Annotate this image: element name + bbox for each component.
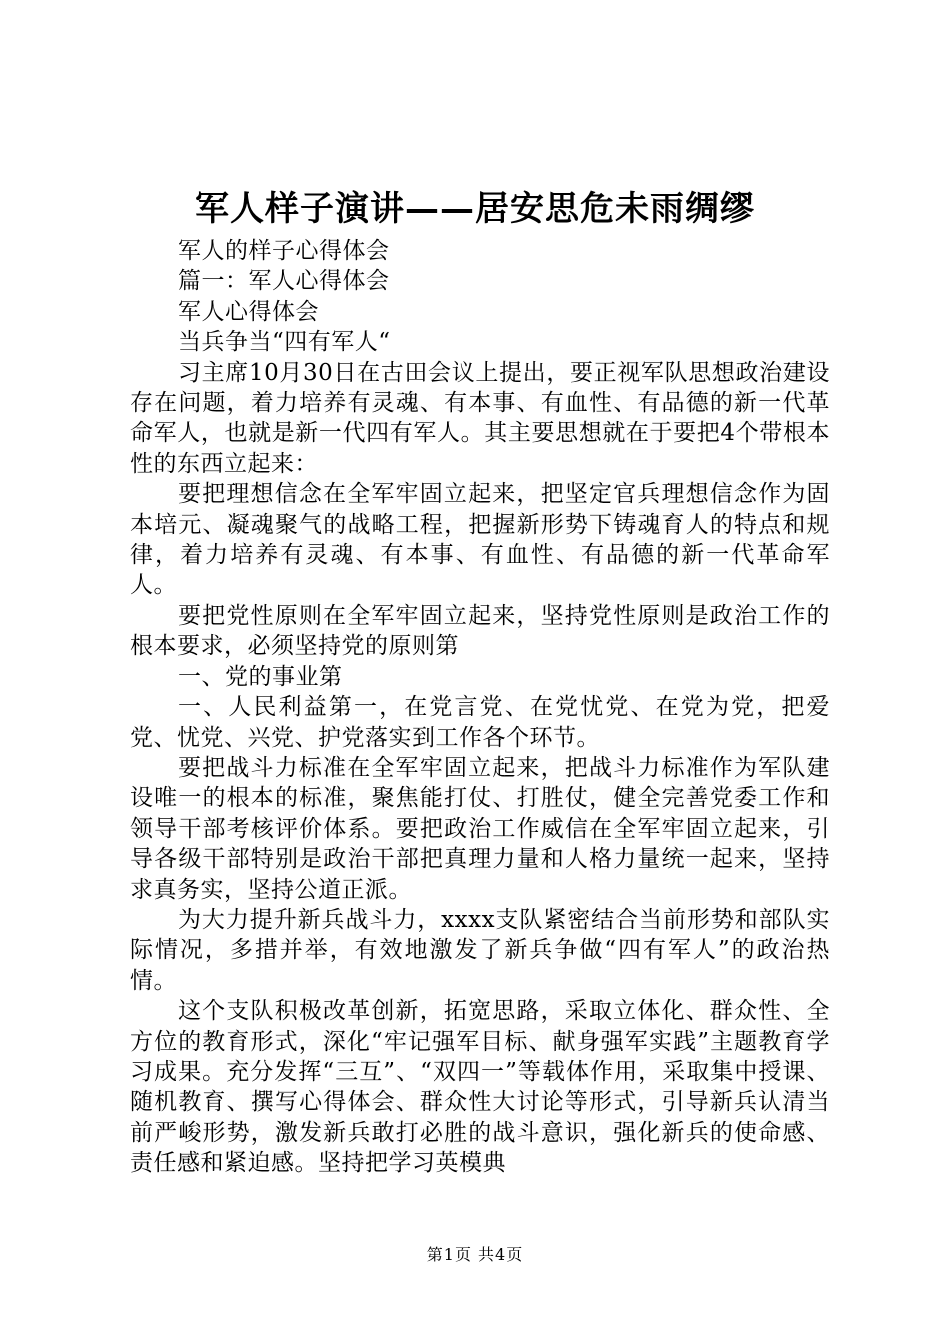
paragraph: 要把战斗力标准在全军牢固立起来，把战斗力标准作为军队建设唯一的根本的标准，聚焦能打仗、打胜仗，健全完善党委工作和领导干部考核评价体系。要把政治工作威信在全军牢固立起来，引导各级干部特别是政治干部把真理力量和人格力量统一起来，坚持求真务实，坚持公道正派。 [130, 754, 830, 903]
document-title: 军人样子演讲——居安思危未雨绸缪 [195, 189, 755, 229]
page-footer: 第1页 共4页 [426, 1245, 524, 1264]
paragraph: 要把理想信念在全军牢固立起来，把坚定官兵理想信念作为固本培元、凝魂聚气的战略工程，把握新形势下铸魂育人的特点和规律，着力培养有灵魂、有本事、有血性、有品德的新一代革命军人。 [130, 481, 830, 599]
paragraph: 当兵争当“四有军人“ [178, 329, 391, 356]
document-body [130, 236, 830, 1179]
paragraph: 要把党性原则在全军牢固立起来，坚持党性原则是政治工作的根本要求，必须坚持党的原则第 [130, 602, 830, 660]
paragraph: 一、党的事业第 [178, 663, 343, 690]
paragraph: 为大力提升新兵战斗力，xxxx支队紧密结合当前形势和部队实际情况，多措并举，有效地激发了新兵争做“四有军人”的政治热情。 [130, 906, 830, 994]
paragraph: 习主席10月30日在古田会议上提出，要正视军队思想政治建设存在问题，着力培养有灵魂、有本事、有血性、有品德的新一代革命军人，也就是新一代四有军人。其主要思想就在于要把4个带根本性的东西立起来： [130, 359, 830, 477]
paragraph: 篇一：军人心得体会 [178, 268, 390, 295]
paragraph: 军人的样子心得体会 [178, 238, 390, 264]
paragraph: 这个支队积极改革创新，拓宽思路，采取立体化、群众性、全方位的教育形式，深化“牢记强军目标、献身强军实践”主题教育学习成果。充分发挥“三互”、“双四一”等载体作用，采取集中授课、随机教育、撰写心得体会、群众性大讨论等形式，引导新兵认清当前严峻形势，激发新兵敢打必胜的战斗意识，强化新兵的使命感、责任感和紧迫感。坚持把学习英模典 [130, 998, 830, 1177]
paragraph: 一、人民利益第一，在党言党、在党忧党、在党为党，把爱党、忧党、兴党、护党落实到工作各个环节。 [130, 694, 830, 751]
paragraph: 军人心得体会 [178, 298, 319, 325]
